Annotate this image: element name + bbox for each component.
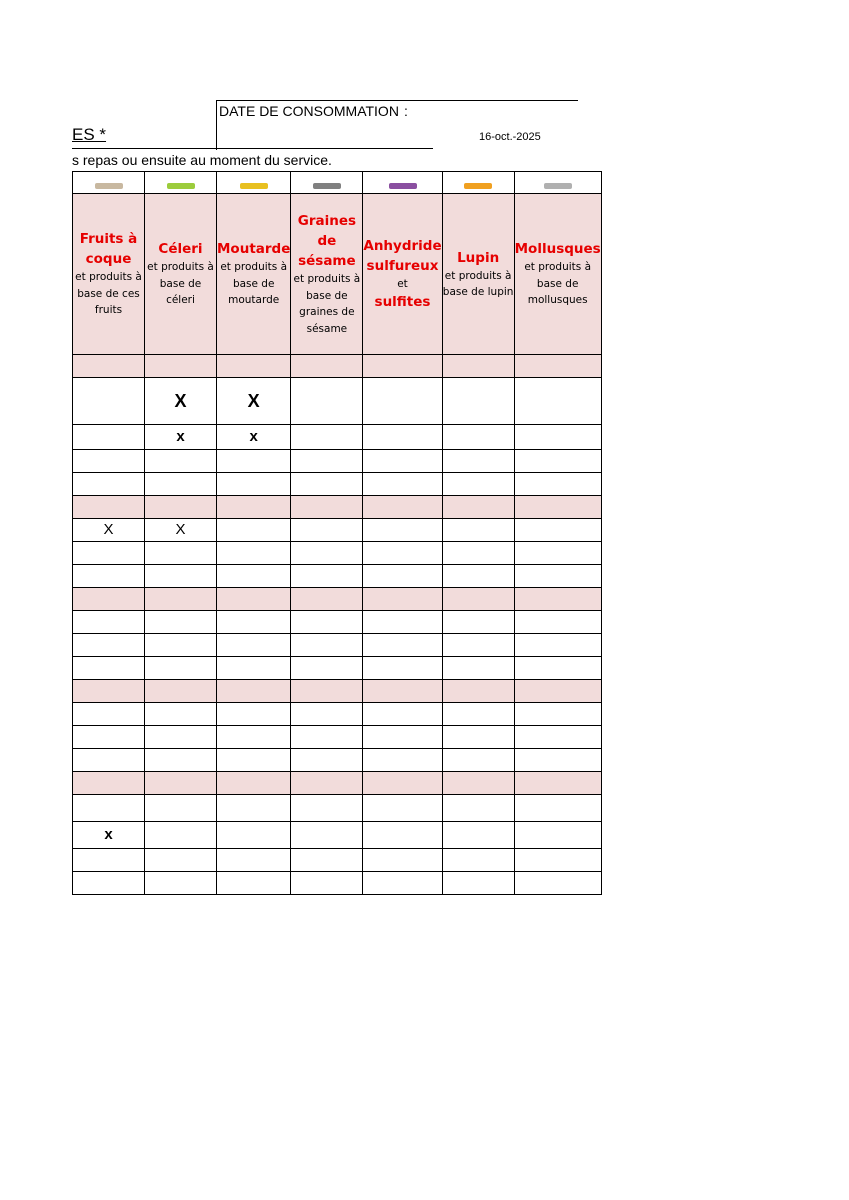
allergen-cell <box>514 565 601 588</box>
date-value: 16-oct.-2025 <box>479 131 541 143</box>
allergen-cell <box>442 542 514 565</box>
table-row <box>73 473 602 496</box>
allergen-cell <box>217 519 291 542</box>
allergen-logo-cell <box>145 172 217 194</box>
table-row-section <box>73 588 602 611</box>
allergen-cell <box>442 565 514 588</box>
allergen-mark: x <box>104 826 113 843</box>
allergen-logo-icon <box>240 183 268 189</box>
allergen-cell <box>514 355 601 378</box>
allergen-cell <box>442 588 514 611</box>
allergen-name: Moutarde <box>217 241 291 258</box>
allergen-cell <box>442 611 514 634</box>
allergen-cell <box>145 849 217 872</box>
allergen-logo-icon <box>464 183 492 189</box>
allergen-cell <box>514 519 601 542</box>
allergen-cell <box>217 680 291 703</box>
allergen-description: et <box>397 277 408 290</box>
allergen-cell <box>73 611 145 634</box>
table-row <box>73 657 602 680</box>
allergen-description: et produits à base de graines de sésame <box>293 273 361 335</box>
allergen-cell <box>514 588 601 611</box>
allergen-cell <box>514 450 601 473</box>
allergen-cell <box>291 450 363 473</box>
allergen-cell <box>363 657 442 680</box>
table-row <box>73 425 602 450</box>
allergen-cell <box>291 872 363 895</box>
allergen-cell <box>363 519 442 542</box>
allergen-cell <box>363 425 442 450</box>
table-row <box>73 611 602 634</box>
allergen-logo-cell <box>514 172 601 194</box>
allergen-cell <box>363 749 442 772</box>
allergen-header-cell <box>442 194 514 355</box>
allergen-cell <box>514 425 601 450</box>
allergen-cell <box>73 703 145 726</box>
allergen-header-cell <box>514 194 601 355</box>
allergen-cell <box>363 822 442 849</box>
allergen-cell <box>217 872 291 895</box>
allergen-cell <box>291 542 363 565</box>
table-row <box>73 726 602 749</box>
allergen-cell <box>363 588 442 611</box>
allergen-header-row <box>73 194 602 355</box>
allergen-cell <box>442 496 514 519</box>
allergen-cell <box>73 519 145 542</box>
allergen-name-secondary: sulfites <box>374 294 431 311</box>
allergen-cell <box>442 473 514 496</box>
allergen-cell <box>363 378 442 425</box>
allergen-cell <box>217 496 291 519</box>
allergen-cell <box>73 772 145 795</box>
allergen-logo-icon <box>313 183 341 189</box>
allergen-name: Lupin <box>457 249 500 266</box>
allergen-cell <box>73 849 145 872</box>
allergen-cell <box>217 611 291 634</box>
allergen-cell <box>217 565 291 588</box>
allergen-logo-icon <box>95 183 123 189</box>
allergen-description: et produits à base de ces fruits <box>75 271 142 317</box>
allergen-cell <box>217 634 291 657</box>
allergen-cell <box>217 473 291 496</box>
allergen-cell <box>73 450 145 473</box>
allergen-cell <box>145 473 217 496</box>
allergen-cell <box>291 634 363 657</box>
allergen-cell <box>73 496 145 519</box>
allergen-description: et produits à base de lupin <box>442 269 514 298</box>
allergen-logo-icon <box>544 183 572 189</box>
allergen-cell <box>442 355 514 378</box>
allergen-cell <box>291 473 363 496</box>
table-row-section <box>73 680 602 703</box>
allergen-logo-cell <box>291 172 363 194</box>
allergen-cell <box>442 822 514 849</box>
allergen-cell <box>145 611 217 634</box>
allergen-cell <box>73 565 145 588</box>
table-row <box>73 542 602 565</box>
allergen-logo-cell <box>217 172 291 194</box>
allergen-header-cell <box>217 194 291 355</box>
allergen-header-cell <box>73 194 145 355</box>
allergen-cell <box>217 657 291 680</box>
allergen-cell <box>363 450 442 473</box>
allergen-table <box>72 171 602 895</box>
allergen-cell <box>217 450 291 473</box>
allergen-cell <box>363 473 442 496</box>
title-underline <box>72 148 433 149</box>
allergen-cell <box>73 378 145 425</box>
allergen-cell <box>442 450 514 473</box>
table-row <box>73 749 602 772</box>
allergen-description: et produits à base de moutarde <box>220 261 288 307</box>
allergen-cell <box>514 822 601 849</box>
allergen-description: et produits à base de céleri <box>147 261 214 307</box>
allergen-mark: x <box>249 428 258 445</box>
allergen-cell <box>217 726 291 749</box>
allergen-mark: X <box>247 390 260 411</box>
table-row <box>73 565 602 588</box>
allergen-cell <box>291 703 363 726</box>
allergen-cell <box>514 473 601 496</box>
table-row <box>73 634 602 657</box>
allergen-cell <box>514 634 601 657</box>
allergen-logo-icon <box>389 183 417 189</box>
allergen-cell <box>145 519 217 542</box>
allergen-cell <box>217 849 291 872</box>
date-label: DATE DE CONSOMMATION <box>219 103 399 119</box>
allergen-cell <box>442 872 514 895</box>
table-row <box>73 378 602 425</box>
allergen-cell <box>442 634 514 657</box>
allergen-cell <box>145 496 217 519</box>
allergen-cell <box>73 749 145 772</box>
allergen-cell <box>514 872 601 895</box>
allergen-cell <box>145 565 217 588</box>
table-row-section <box>73 772 602 795</box>
allergen-cell <box>442 772 514 795</box>
allergen-cell <box>442 657 514 680</box>
allergen-cell <box>73 726 145 749</box>
allergen-cell <box>363 496 442 519</box>
allergen-cell <box>291 772 363 795</box>
allergen-cell <box>145 795 217 822</box>
allergen-cell <box>363 680 442 703</box>
allergen-cell <box>145 588 217 611</box>
allergen-cell <box>514 726 601 749</box>
allergen-name: Graines de sésame <box>297 213 357 269</box>
allergen-cell <box>442 680 514 703</box>
table-row <box>73 703 602 726</box>
allergen-cell <box>514 378 601 425</box>
allergen-cell <box>217 355 291 378</box>
allergen-cell <box>145 772 217 795</box>
allergen-cell <box>514 680 601 703</box>
allergen-header-cell <box>363 194 442 355</box>
allergen-cell <box>73 795 145 822</box>
allergen-cell <box>73 872 145 895</box>
allergen-cell <box>514 772 601 795</box>
allergen-cell <box>363 565 442 588</box>
allergen-mark: x <box>176 428 185 445</box>
allergen-cell <box>217 795 291 822</box>
allergen-name: Céleri <box>158 241 203 258</box>
allergen-cell <box>442 378 514 425</box>
page-title-fragment: ES * <box>72 125 107 144</box>
allergen-cell <box>442 849 514 872</box>
allergen-cell <box>363 726 442 749</box>
allergen-cell <box>145 542 217 565</box>
allergen-cell <box>291 657 363 680</box>
allergen-cell <box>291 565 363 588</box>
allergen-cell <box>514 795 601 822</box>
allergen-cell <box>363 611 442 634</box>
table-row-section <box>73 355 602 378</box>
table-row <box>73 795 602 822</box>
allergen-cell <box>442 425 514 450</box>
allergen-cell <box>363 872 442 895</box>
table-row <box>73 872 602 895</box>
allergen-cell <box>145 378 217 425</box>
allergen-cell <box>73 680 145 703</box>
allergen-cell <box>363 703 442 726</box>
table-row <box>73 519 602 542</box>
allergen-mark: X <box>174 390 187 411</box>
allergen-cell <box>291 496 363 519</box>
allergen-cell <box>145 425 217 450</box>
allergen-cell <box>363 542 442 565</box>
allergen-cell <box>291 588 363 611</box>
allergen-cell <box>217 772 291 795</box>
allergen-logo-cell <box>363 172 442 194</box>
allergen-cell <box>363 772 442 795</box>
service-note: s repas ou ensuite au moment du service. <box>72 152 332 168</box>
allergen-cell <box>73 542 145 565</box>
allergen-description: et produits à base de mollusques <box>524 261 591 307</box>
allergen-cell <box>442 519 514 542</box>
allergen-cell <box>514 749 601 772</box>
allergen-cell <box>217 378 291 425</box>
allergen-cell <box>514 542 601 565</box>
allergen-name: Fruits à coque <box>79 231 138 268</box>
allergen-cell <box>291 355 363 378</box>
allergen-cell <box>291 519 363 542</box>
allergen-cell <box>217 425 291 450</box>
allergen-cell <box>145 680 217 703</box>
allergen-cell <box>217 588 291 611</box>
allergen-cell <box>145 657 217 680</box>
date-colon: : <box>404 103 408 119</box>
allergen-cell <box>217 703 291 726</box>
allergen-cell <box>363 849 442 872</box>
allergen-logo-cell <box>73 172 145 194</box>
allergen-cell <box>442 703 514 726</box>
allergen-cell <box>291 378 363 425</box>
allergen-cell <box>291 425 363 450</box>
allergen-cell <box>217 822 291 849</box>
allergen-cell <box>145 450 217 473</box>
allergen-cell <box>73 473 145 496</box>
allergen-cell <box>73 822 145 849</box>
allergen-cell <box>442 749 514 772</box>
allergen-cell <box>217 542 291 565</box>
table-row <box>73 822 602 849</box>
allergen-logo-icon <box>167 183 195 189</box>
allergen-cell <box>73 425 145 450</box>
allergen-header-cell <box>145 194 217 355</box>
table-row <box>73 450 602 473</box>
allergen-cell <box>73 634 145 657</box>
allergen-logo-cell <box>442 172 514 194</box>
allergen-cell <box>514 611 601 634</box>
allergen-cell <box>145 703 217 726</box>
allergen-cell <box>514 703 601 726</box>
allergen-cell <box>145 872 217 895</box>
allergen-cell <box>73 355 145 378</box>
allergen-cell <box>363 634 442 657</box>
allergen-cell <box>514 849 601 872</box>
allergen-cell <box>442 795 514 822</box>
allergen-cell <box>145 355 217 378</box>
allergen-cell <box>363 795 442 822</box>
logo-row <box>73 172 602 194</box>
table-row-section <box>73 496 602 519</box>
allergen-cell <box>145 726 217 749</box>
allergen-cell <box>291 726 363 749</box>
allergen-cell <box>217 749 291 772</box>
allergen-cell <box>73 588 145 611</box>
allergen-cell <box>514 657 601 680</box>
allergen-cell <box>291 611 363 634</box>
allergen-cell <box>145 634 217 657</box>
allergen-cell <box>514 496 601 519</box>
allergen-name: Mollusques <box>514 241 601 258</box>
allergen-mark: X <box>103 521 114 538</box>
allergen-cell <box>291 849 363 872</box>
allergen-cell <box>145 749 217 772</box>
allergen-cell <box>291 795 363 822</box>
allergen-cell <box>291 749 363 772</box>
allergen-cell <box>363 355 442 378</box>
table-row <box>73 849 602 872</box>
allergen-header-cell <box>291 194 363 355</box>
allergen-cell <box>442 726 514 749</box>
allergen-cell <box>291 822 363 849</box>
allergen-cell <box>145 822 217 849</box>
allergen-name: Anhydride sulfureux <box>363 237 442 274</box>
allergen-mark: X <box>175 521 186 538</box>
allergen-cell <box>291 680 363 703</box>
allergen-cell <box>73 657 145 680</box>
